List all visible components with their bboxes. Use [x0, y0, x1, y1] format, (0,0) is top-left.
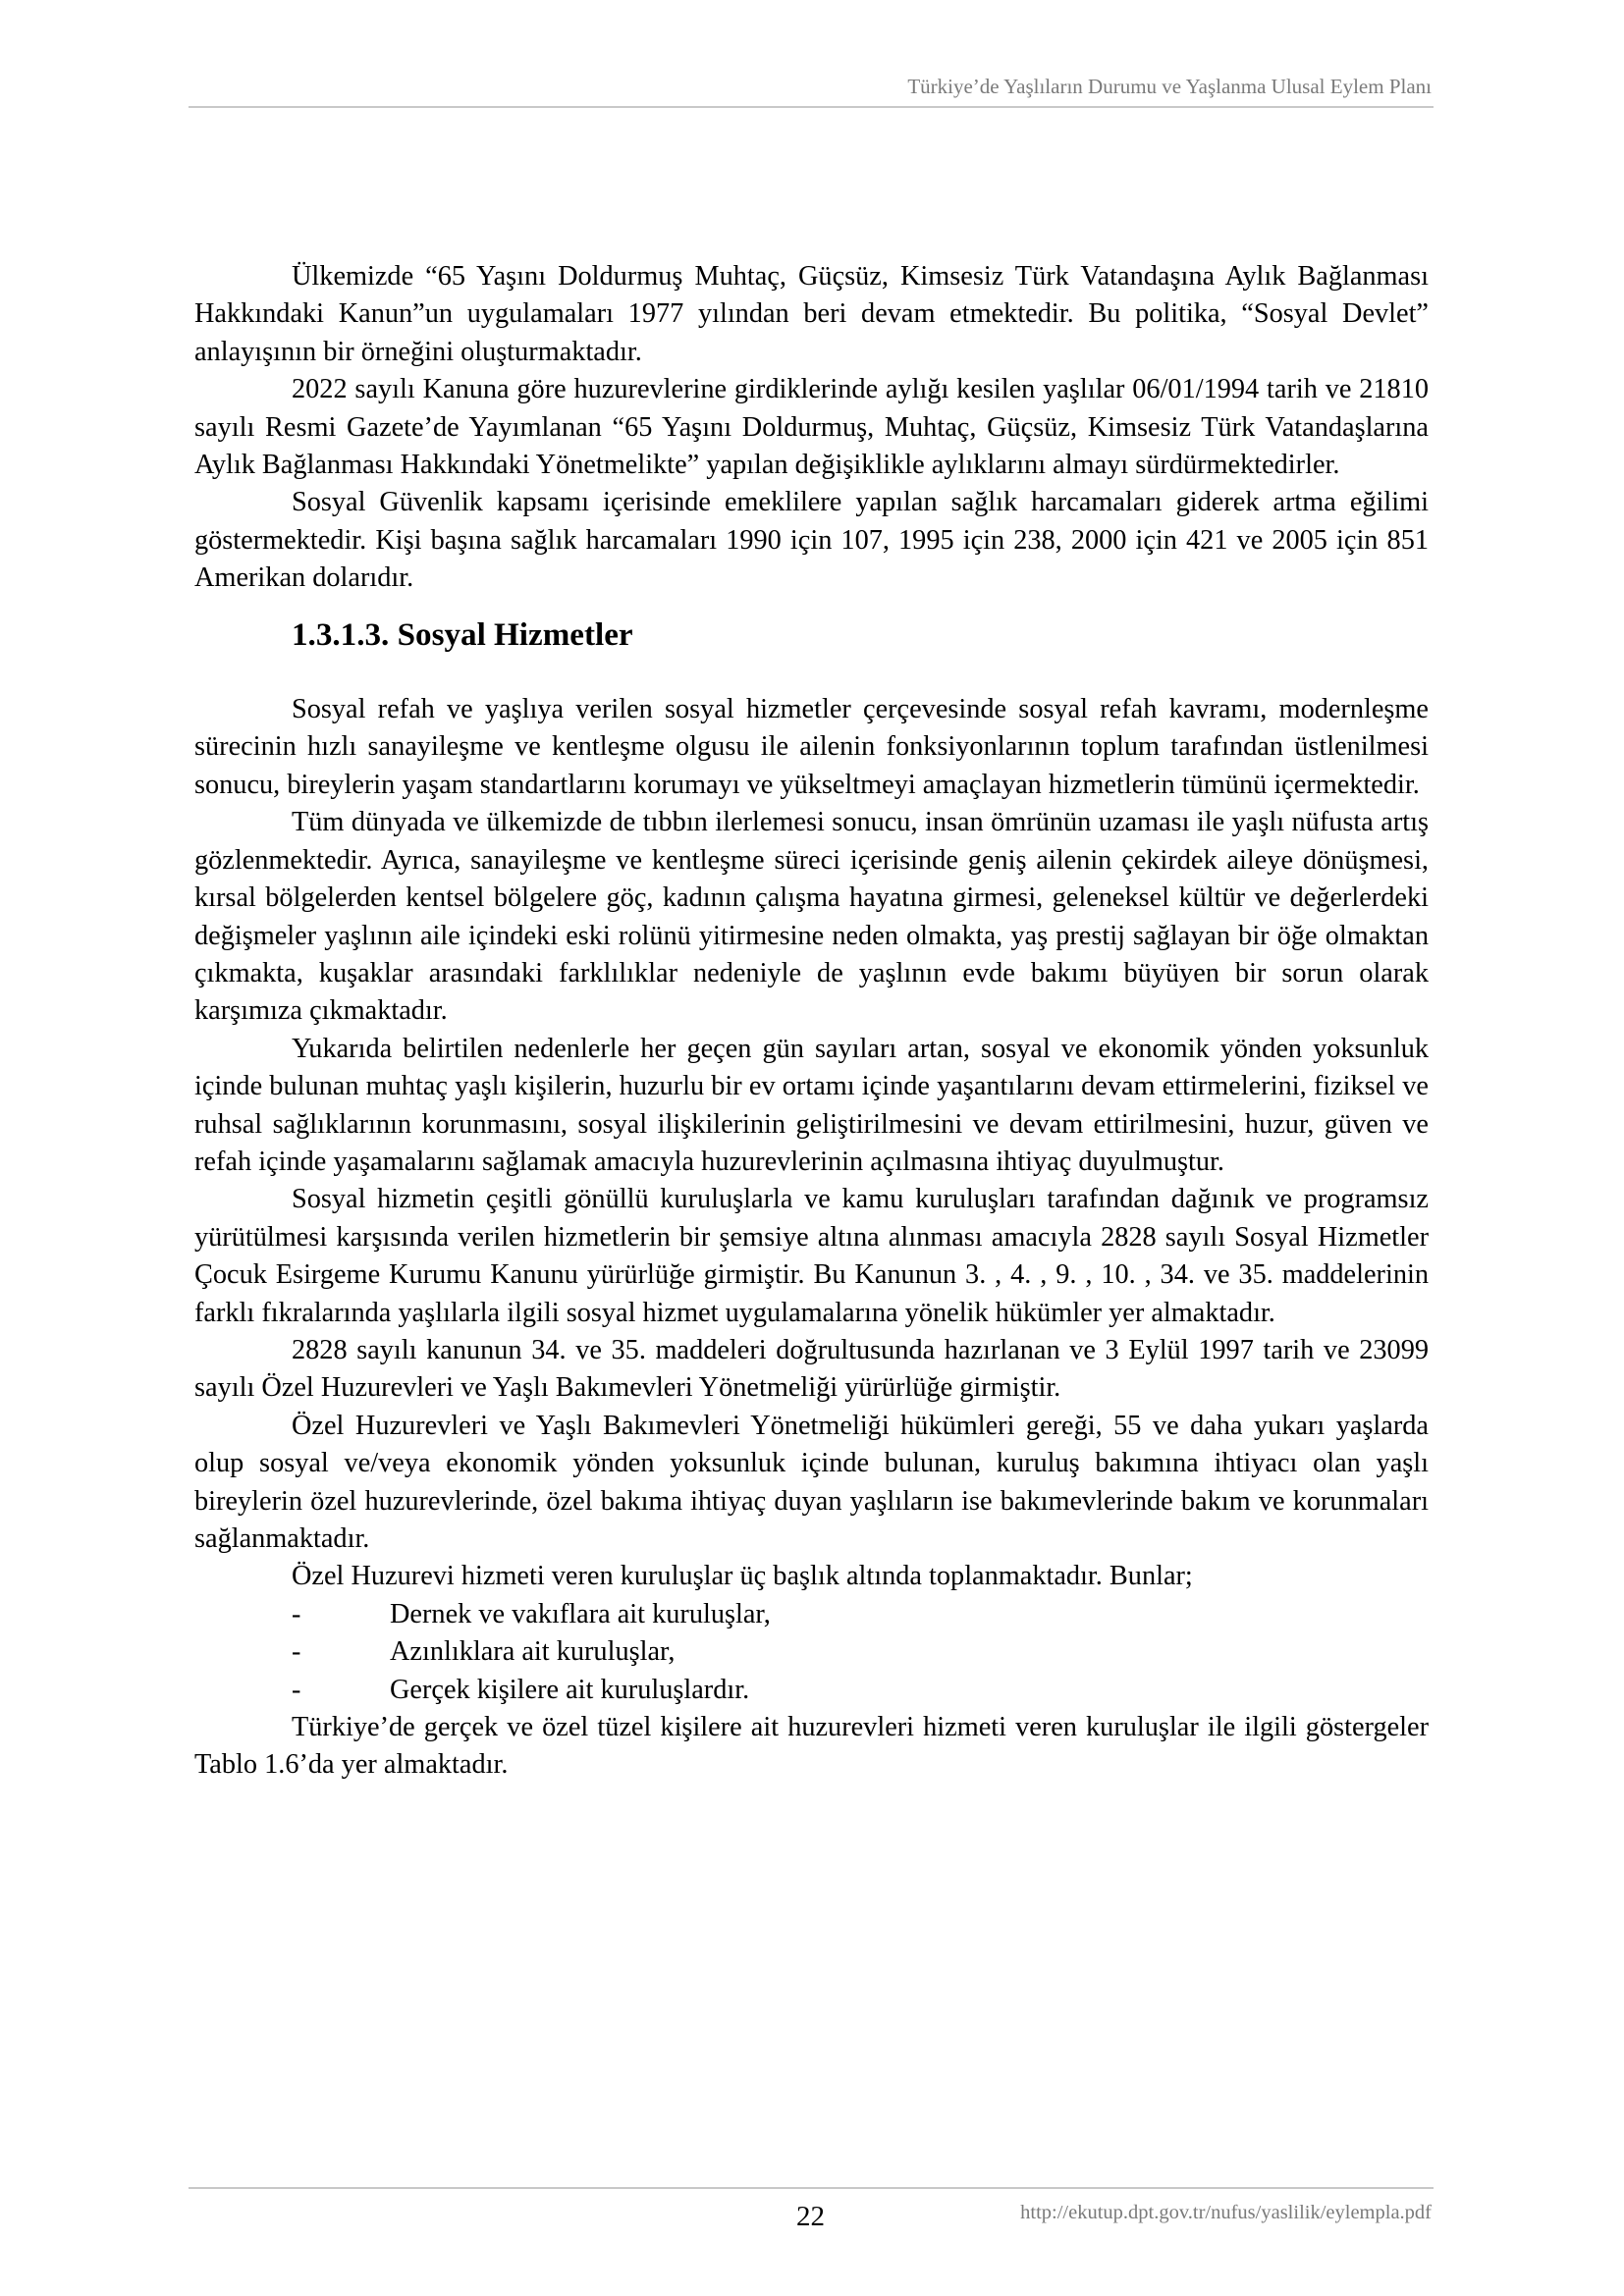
source-url: http://ekutup.dpt.gov.tr/nufus/yaslilik/eylempla.pdf [1020, 2202, 1432, 2223]
dash-bullet-icon: - [292, 1674, 301, 1705]
paragraph: Özel Huzurevi hizmeti veren kuruluşlar üç başlık altında toplanmaktadır. Bunlar; [292, 1561, 1193, 1592]
running-header-title: Türkiye’de Yaşlıların Durumu ve Yaşlanma Ulusal Eylem Planı [907, 75, 1432, 98]
list-item-text: Dernek ve vakıflara ait kuruluşlar, [390, 1598, 771, 1629]
running-header [189, 73, 1434, 108]
paragraph: Sosyal hizmetin çeşitli gönüllü kuruluşlarla ve kamu kuruluşları tarafından dağınık ve programsız yürütülmesi karşısında verilen hizmetlerin bir şemsiye altına alınması amacıyla 2828 sayılı Sosyal Hizmetler Çocuk Esirgeme Kurumu Kanunu yürürlüğe girmiştir. Bu Kanunun 3. , 4. , 9. , 10. , 34. ve 35. maddelerinin farklı fıkralarında yaşlılarla ilgili sosyal hizmet uygulamalarına yönelik hükümler yer almaktadır. [194, 1184, 1429, 1328]
paragraph: 2828 sayılı kanunun 34. ve 35. maddeleri doğrultusunda hazırlanan ve 3 Eylül 1997 tarih ve 23099 sayılı Özel Huzurevleri ve Yaşlı Bakımevleri Yönetmeliği yürürlüğe girmiştir. [194, 1334, 1429, 1404]
paragraph: Tüm dünyada ve ülkemizde de tıbbın ilerlemesi sonucu, insan ömrünün uzaması ile yaşlı nüfusta artış gözlenmektedir. Ayrıca, sanayileşme ve kentleşme süreci içerisinde geniş ailenin çekirdek aileye dönüşmesi, kırsal bölgelerden kentsel bölgelere göç, kadının çalışma hayatına girmesi, geleneksel kültür ve değerlerdeki değişmeler yaşlının aile içindeki eski rolünü yitirmesine neden olmakta, yaş prestij sağlayan bir öğe olmaktan çıkmakta, kuşaklar arasındaki farklılıklar nedeniyle de yaşlının evde bakımı büyüyen bir sorun olarak karşımıza çıkmaktadır. [194, 807, 1429, 1027]
paragraph: Ülkemizde “65 Yaşını Doldurmuş Muhtaç, Güçsüz, Kimsesiz Türk Vatandaşına Aylık Bağlanması Hakkındaki Kanun”un uygulamaları 1977 yılından beri devam etmektedir. Bu politika, “Sosyal Devlet” anlayışının bir örneğini oluşturmaktadır. [194, 261, 1429, 367]
page-number: 22 [796, 2201, 825, 2232]
list-item-text: Azınlıklara ait kuruluşlar, [390, 1636, 676, 1668]
list-item-text: Gerçek kişilere ait kuruluşlardır. [390, 1674, 750, 1705]
list-item [194, 1672, 1429, 1709]
document-body [194, 258, 1429, 1785]
closing-paragraph: Türkiye’de gerçek ve özel tüzel kişilere ait huzurevleri hizmeti veren kuruluşlar ile ilgili göstergeler Tablo 1.6’da yer almaktadır. [194, 1712, 1429, 1781]
institution-type-list [194, 1596, 1429, 1709]
list-item [194, 1633, 1429, 1671]
paragraph: Yukarıda belirtilen nedenlerle her geçen gün sayıları artan, sosyal ve ekonomik yönden yoksunluk içinde bulunan muhtaç yaşlı kişilerin, huzurlu bir ev ortamı içinde yaşantılarını devam ettirmelerini, fiziksel ve ruhsal sağlıklarının korunmasını, sosyal ilişkilerinin geliştirilmesini ve devam ettirilmesini, huzur, güven ve refah içinde yaşamalarını sağlamak amacıyla huzurevlerinin açılmasına ihtiyaç duyulmuştur. [194, 1033, 1429, 1177]
paragraph: Sosyal refah ve yaşlıya verilen sosyal hizmetler çerçevesinde sosyal refah kavramı, modernleşme sürecinin hızlı sanayileşme ve kentleşme olgusu ile ailenin fonksiyonlarının toplum tarafından üstlenilmesi sonucu, bireylerin yaşam standartlarını korumayı ve yükseltmeyi amaçlayan hizmetlerin tümünü içermektedir. [194, 694, 1429, 800]
page-footer [189, 2187, 1434, 2248]
dash-bullet-icon: - [292, 1598, 301, 1629]
dash-bullet-icon: - [292, 1636, 301, 1668]
section-heading: 1.3.1.3. Sosyal Hizmetler [292, 615, 633, 653]
paragraph: 2022 sayılı Kanuna göre huzurevlerine girdiklerinde aylığı kesilen yaşlılar 06/01/1994 tarih ve 21810 sayılı Resmi Gazete’de Yayımlanan “65 Yaşını Doldurmuş, Muhtaç, Güçsüz, Kimsesiz Türk Vatandaşlarına Aylık Bağlanması Hakkındaki Yönetmelikte” yapılan değişiklikle aylıklarını almayı sürdürmektedirler. [194, 374, 1429, 481]
paragraph: Sosyal Güvenlik kapsamı içerisinde emeklilere yapılan sağlık harcamaları giderek artma eğilimi göstermektedir. Kişi başına sağlık harcamaları 1990 için 107, 1995 için 238, 2000 için 421 ve 2005 için 851 Amerikan dolarıdır. [194, 487, 1429, 594]
paragraph: Özel Huzurevleri ve Yaşlı Bakımevleri Yönetmeliği hükümleri gereği, 55 ve daha yukarı yaşlarda olup sosyal ve/veya ekonomik yönden yoksunluk içinde bulunan, kuruluş bakımına ihtiyacı olan yaşlı bireylerin özel huzurevlerinde, özel bakıma ihtiyaç duyan yaşlıların ise bakımevlerinde bakım ve korunmaları sağlanmaktadır. [194, 1410, 1429, 1554]
list-item [194, 1596, 1429, 1633]
